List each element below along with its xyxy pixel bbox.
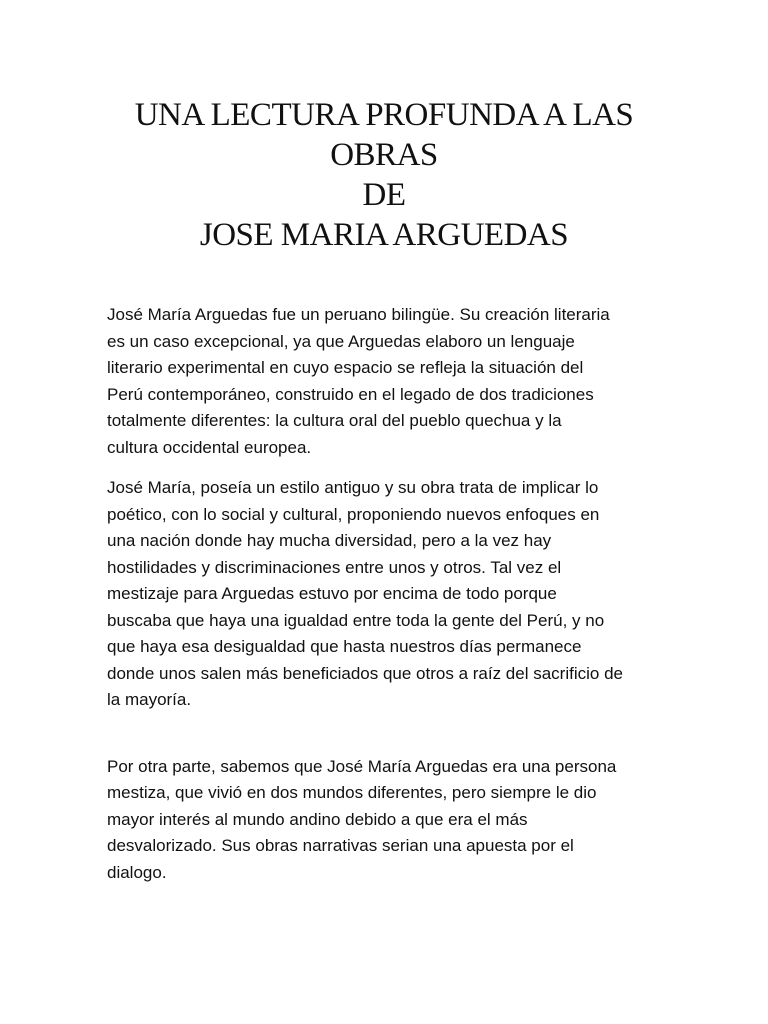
paragraph-line: hostilidades y discriminaciones entre unos y otros. Tal vez el: [107, 557, 562, 577]
title-line-4: JOSE MARIA ARGUEDAS: [199, 217, 569, 253]
title-line-3: DE: [362, 177, 406, 213]
paragraph-line: mayor interés al mundo andino debido a que era el más: [107, 809, 528, 829]
paragraph-2: [107, 475, 667, 714]
paragraph-line: que haya esa desigualdad que hasta nuestros días permanece: [107, 637, 582, 656]
paragraph-line: cultura occidental europea.: [107, 437, 312, 457]
title-line-2: OBRAS: [330, 137, 438, 173]
paragraph-line: José María, poseía un estilo antiguo y su obra trata de implicar lo: [107, 478, 599, 497]
title-line-1: UNA LECTURA PROFUNDA A LAS: [134, 97, 634, 133]
paragraph-line: desvalorizado. Sus obras narrativas serian una apuesta por el: [107, 836, 574, 855]
paragraph-line: dialogo.: [107, 862, 167, 882]
paragraph-line: una nación donde hay mucha diversidad, pero a la vez hay: [107, 531, 552, 550]
paragraph-line: mestiza, que vivió en dos mundos diferentes, pero siempre le dio: [107, 783, 597, 802]
paragraph-3: [107, 754, 667, 887]
paragraph-line: Perú contemporáneo, construido en el legado de dos tradiciones: [107, 384, 594, 404]
paragraph-line: poético, con lo social y cultural, proponiendo nuevos enfoques en: [107, 504, 600, 524]
document-title: [60, 95, 708, 255]
document-body: [107, 302, 667, 886]
paragraph-line: buscaba que haya una igualdad entre toda la gente del Perú, y no: [107, 610, 605, 630]
paragraph-line: mestizaje para Arguedas estuvo por encima de todo porque: [107, 584, 557, 603]
paragraph-line: Por otra parte, sabemos que José María Arguedas era una persona: [107, 756, 617, 776]
paragraph-line: José María Arguedas fue un peruano bilingüe. Su creación literaria: [107, 305, 610, 324]
paragraph-line: totalmente diferentes: la cultura oral del pueblo quechua y la: [107, 411, 562, 430]
paragraph-1: [107, 302, 667, 461]
paragraph-line: literario experimental en cuyo espacio se refleja la situación del: [107, 358, 584, 377]
paragraph-line: es un caso excepcional, ya que Arguedas elaboro un lenguaje: [107, 331, 575, 351]
paragraph-line: la mayoría.: [107, 690, 192, 709]
paragraph-line: donde unos salen más beneficiados que otros a raíz del sacrificio de: [107, 663, 623, 683]
